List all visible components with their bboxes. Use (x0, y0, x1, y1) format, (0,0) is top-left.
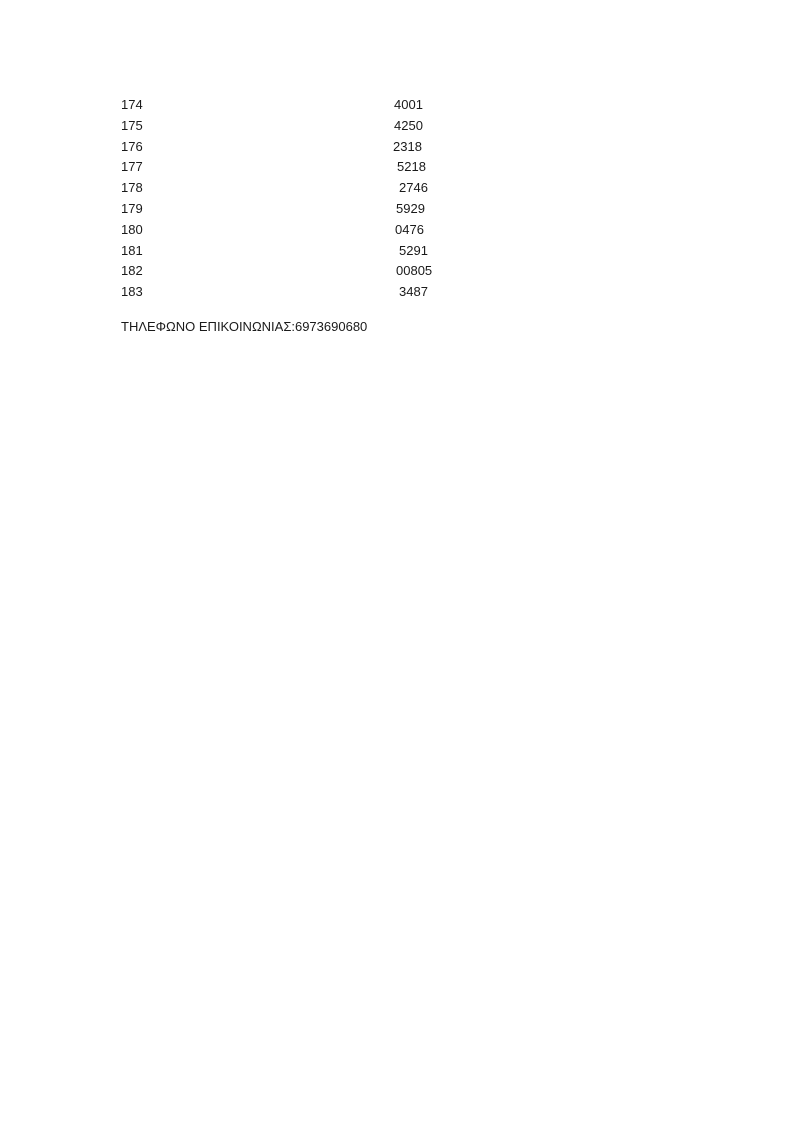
entry-number: 181 (121, 242, 143, 258)
list-item (121, 116, 481, 137)
list-item (121, 261, 481, 282)
entry-number: 176 (121, 138, 143, 154)
entry-code: 5929 (396, 200, 425, 216)
entries-list (121, 95, 481, 303)
entry-code: 4001 (394, 97, 423, 112)
list-item (121, 241, 481, 262)
list-item (121, 95, 481, 116)
entry-number: 180 (121, 221, 143, 237)
list-item (121, 282, 481, 303)
contact-phone-line: ΤΗΛΕΦΩΝΟ ΕΠΙΚΟΙΝΩΝΙΑΣ:6973690680 (121, 319, 368, 334)
entry-number: 178 (121, 180, 143, 196)
entry-number: 182 (121, 263, 143, 279)
entry-number: 177 (121, 159, 143, 175)
entry-number: 179 (121, 200, 143, 216)
list-item (121, 178, 481, 199)
entry-code: 00805 (396, 263, 433, 279)
list-item (121, 199, 481, 220)
entry-number: 174 (121, 97, 143, 112)
entry-code: 3487 (399, 284, 428, 300)
entry-code: 5218 (397, 159, 426, 175)
entry-code: 2318 (393, 138, 422, 154)
entry-number: 175 (121, 117, 143, 133)
list-item (121, 157, 481, 178)
entry-number: 183 (121, 284, 143, 300)
entry-code: 4250 (394, 117, 423, 133)
entry-code: 0476 (395, 221, 424, 237)
entry-code: 5291 (399, 242, 428, 258)
list-item (121, 220, 481, 241)
entry-code: 2746 (399, 180, 428, 196)
list-item (121, 137, 481, 158)
